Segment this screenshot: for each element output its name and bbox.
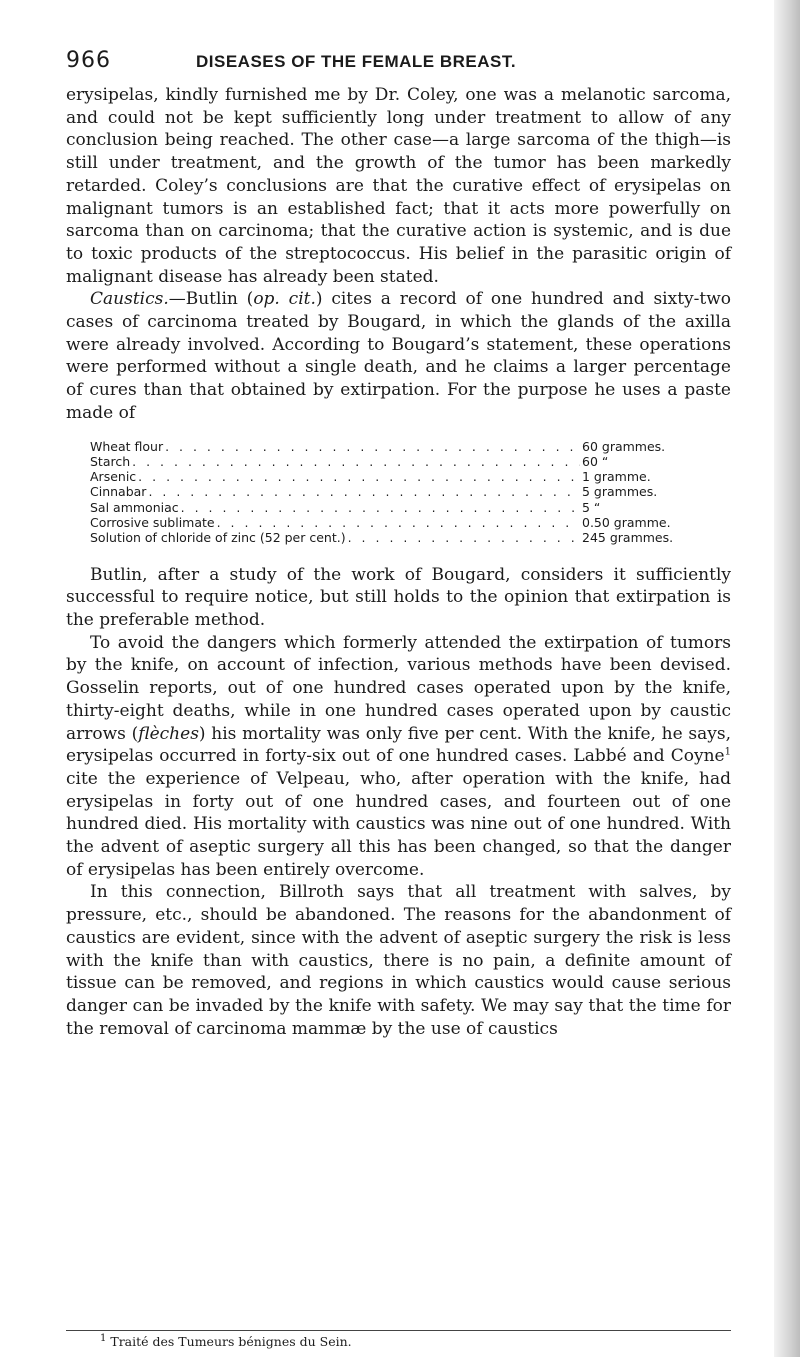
section-heading-caustics: Caustics. [90, 289, 169, 310]
paragraph-caustics [66, 288, 731, 424]
recipe-row [90, 454, 700, 469]
dot-leader [148, 484, 580, 499]
term-fleches: flèches [138, 723, 199, 744]
recipe-ingredient: Arsenic [90, 469, 137, 485]
recipe-quantity: 5 grammes. [582, 484, 658, 500]
page-number: 966 [66, 48, 111, 73]
paste-recipe-table [90, 439, 700, 546]
page-header [66, 48, 731, 78]
recipe-quantity: 1 gramme. [582, 469, 651, 485]
dangers-text-mid: ) his mortality was only five per cent. With the knife, he says, erysipelas occurred in forty-six out of one hundred cases. Labbé and Coyne [66, 723, 731, 767]
recipe-row [90, 530, 700, 545]
body-text [66, 84, 731, 1040]
footnote-text: Traité des Tumeurs bénignes du Sein. [110, 1334, 352, 1349]
dangers-text-post: cite the experience of Velpeau, who, after operation with the knife, had erysipelas in forty out of one hundred cases, and fourteen out of one hundred died. His mortality with caustics was nine out of one hundred. With the advent of aseptic surgery all this has been changed, so that the danger of erysipelas has been entirely overcome. [66, 768, 731, 880]
caustics-text-pre: —Butlin ( [168, 289, 254, 310]
paragraph-butlin: Butlin, after a study of the work of Bougard, considers it sufficiently successful to require notice, but still holds to the opinion that extirpation is the preferable method. [66, 564, 731, 631]
page-edge-shadow [774, 0, 800, 1357]
caustics-text-post: ) cites a record of one hundred and sixty-two cases of carcinoma treated by Bougard, in which the glands of the axilla were already involved. According to Bougard’s statement, these operations were performed without a single death, and he claims a larger percentage of cures than that obtained by extirpation. For the purpose he uses a paste made of [66, 289, 731, 423]
dot-leader [181, 500, 580, 515]
dot-leader [132, 454, 580, 469]
dot-leader [138, 469, 580, 484]
recipe-quantity: 5 “ [582, 499, 601, 515]
recipe-row [90, 469, 700, 484]
recipe-row [90, 484, 700, 499]
recipe-ingredient: Solution of chloride of zinc (52 per cent.) [90, 530, 346, 546]
dot-leader [348, 530, 580, 545]
paragraph-dangers [66, 632, 731, 882]
paragraph-billroth: In this connection, Billroth says that all treatment with salves, by pressure, etc., should be abandoned. The reasons for the abandonment of caustics are evident, since with the advent of aseptic surgery the risk is less with the knife than with caustics, there is no pain, a definite amount of tissue can be removed, and regions in which caustics would cause serious danger can be invaded by the knife with safety. We may say that the time for the removal of carcinoma mammæ by the use of caustics [66, 882, 731, 1039]
running-head: DISEASES OF THE FEMALE BREAST. [196, 52, 517, 71]
recipe-row [90, 439, 700, 454]
citation-op-cit: op. cit. [253, 289, 316, 310]
recipe-ingredient: Sal ammoniac [90, 499, 179, 515]
recipe-row [90, 515, 700, 530]
recipe-quantity: 0.50 gramme. [582, 515, 671, 531]
footnote-marker: 1 [100, 1332, 107, 1344]
recipe-quantity: 60 “ [582, 453, 609, 469]
recipe-quantity: 60 grammes. [582, 438, 666, 454]
footnote [100, 1334, 352, 1349]
dangers-text-pre: To avoid the dangers which formerly attended the extirpation of tumors by the knife, on account of infection, various methods have been devised. Gosselin reports, out of one hundred cases operated upon by the knife, thirty-eight deaths, while in one hundred cases operated upon by caustic arrows ( [66, 632, 731, 744]
recipe-ingredient: Wheat flour [90, 438, 164, 454]
dot-leader [165, 439, 580, 454]
recipe-ingredient: Cinnabar [90, 484, 147, 500]
footnote-reference: 1 [724, 746, 731, 758]
recipe-row [90, 500, 700, 515]
recipe-quantity: 245 grammes. [582, 530, 674, 546]
recipe-ingredient: Starch [90, 453, 131, 469]
recipe-ingredient: Corrosive sublimate [90, 515, 215, 531]
footnote-divider [66, 1330, 731, 1331]
dot-leader [217, 515, 580, 530]
paragraph-erysipelas: erysipelas, kindly furnished me by Dr. Coley, one was a melanotic sarcoma, and could not be kept sufficiently long under treatment to allow of any conclusion being reached. The other case—a large sarcoma of the thigh—is still under treatment, and the growth of the tumor has been markedly retarded. Coley’s conclusions are that the curative effect of erysipelas on malignant tumors is an established fact; that it acts more powerfully on sarcoma than on carcinoma; that the curative action is systemic, and is due to toxic products of the streptococcus. His belief in the parasitic origin of malignant disease has already been stated. [66, 85, 731, 287]
